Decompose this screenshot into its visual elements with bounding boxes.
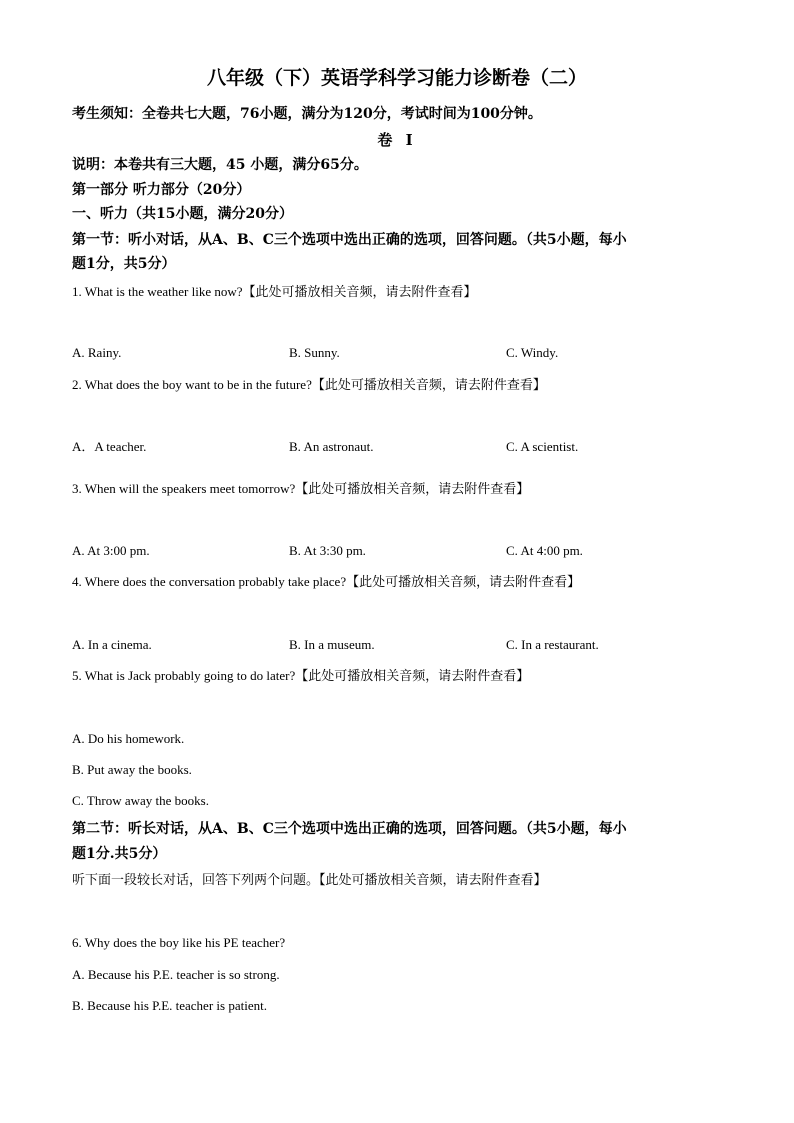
option-a: A. Do his homework. [72,731,185,746]
question-text: 5. What is Jack probably going to do later? [72,668,296,683]
intro-text: 听下面一段较长对话，回答下列两个问题。 [72,873,320,888]
option-c: C. Throw away the books. [72,793,209,808]
audio-link[interactable]: 【此处可播放相关音频，请去附件查看】 [346,575,581,590]
question-3 [72,479,529,500]
option-c: C. At 4:00 pm. [506,543,583,558]
volume-heading: 卷 Ⅰ [377,131,417,149]
option-b: B. An astronaut. [289,439,374,454]
audio-link[interactable]: 【此处可播放相关音频，请去附件查看】 [295,482,530,497]
option-c: C. In a restaurant. [506,637,599,652]
part-heading: 第一部分 听力部分（20分） [72,182,251,198]
subsection-instruction-line1: 第一节：听小对话，从A、B、C三个选项中选出正确的选项，回答问题。（共5小题，每小 [72,232,627,248]
section-heading: 一、听力（共15小题，满分20分） [72,206,293,222]
question-5 [72,666,529,687]
subsection-instruction-line2: 题1分，共5分） [72,256,176,272]
option-a: A. Because his P.E. teacher is so strong. [72,967,280,982]
option-b: B. Put away the books. [72,762,192,777]
audio-link[interactable]: 【此处可播放相关音频，请去附件查看】 [311,378,546,393]
option-b: B. Sunny. [289,345,340,360]
subsection2-instruction-line1: 第二节：听长对话，从A、B、C三个选项中选出正确的选项，回答问题。（共5小题，每小 [72,821,627,837]
option-b: B. In a museum. [289,637,375,652]
long-dialog-intro [72,871,547,891]
page-title: 八年级（下）英语学科学习能力诊断卷（二） [206,67,587,89]
question-4 [72,572,580,593]
question-2 [72,375,546,396]
option-a: A. At 3:00 pm. [72,543,150,558]
option-b: B. Because his P.E. teacher is patient. [72,998,267,1013]
question-6 [72,933,285,953]
option-a: A. Rainy. [72,345,122,360]
option-c: C. Windy. [506,345,559,360]
subsection2-instruction-line2: 题1分.共5分） [72,846,167,862]
option-a: A. In a cinema. [72,637,152,652]
option-a: A．A teacher. [72,439,147,454]
audio-link[interactable]: 【此处可播放相关音频，请去附件查看】 [319,873,547,888]
question-text: 3. When will the speakers meet tomorrow? [72,481,296,496]
exam-notice: 考生须知：全卷共七大题，76小题，满分为120分，考试时间为100分钟。 [72,106,542,122]
option-c: C. A scientist. [506,439,579,454]
option-b: B. At 3:30 pm. [289,543,366,558]
question-text: 6. Why does the boy like his PE teacher? [72,935,286,950]
volume-explanation: 说明：本卷共有三大题，45 小题，满分65分。 [72,157,368,173]
audio-link[interactable]: 【此处可播放相关音频，请去附件查看】 [295,669,530,684]
audio-link[interactable]: 【此处可播放相关音频，请去附件查看】 [242,285,477,300]
question-text: 4. Where does the conversation probably take place? [72,574,347,589]
question-1 [72,282,477,303]
question-text: 2. What does the boy want to be in the future? [72,377,312,392]
question-text: 1. What is the weather like now? [72,284,243,299]
